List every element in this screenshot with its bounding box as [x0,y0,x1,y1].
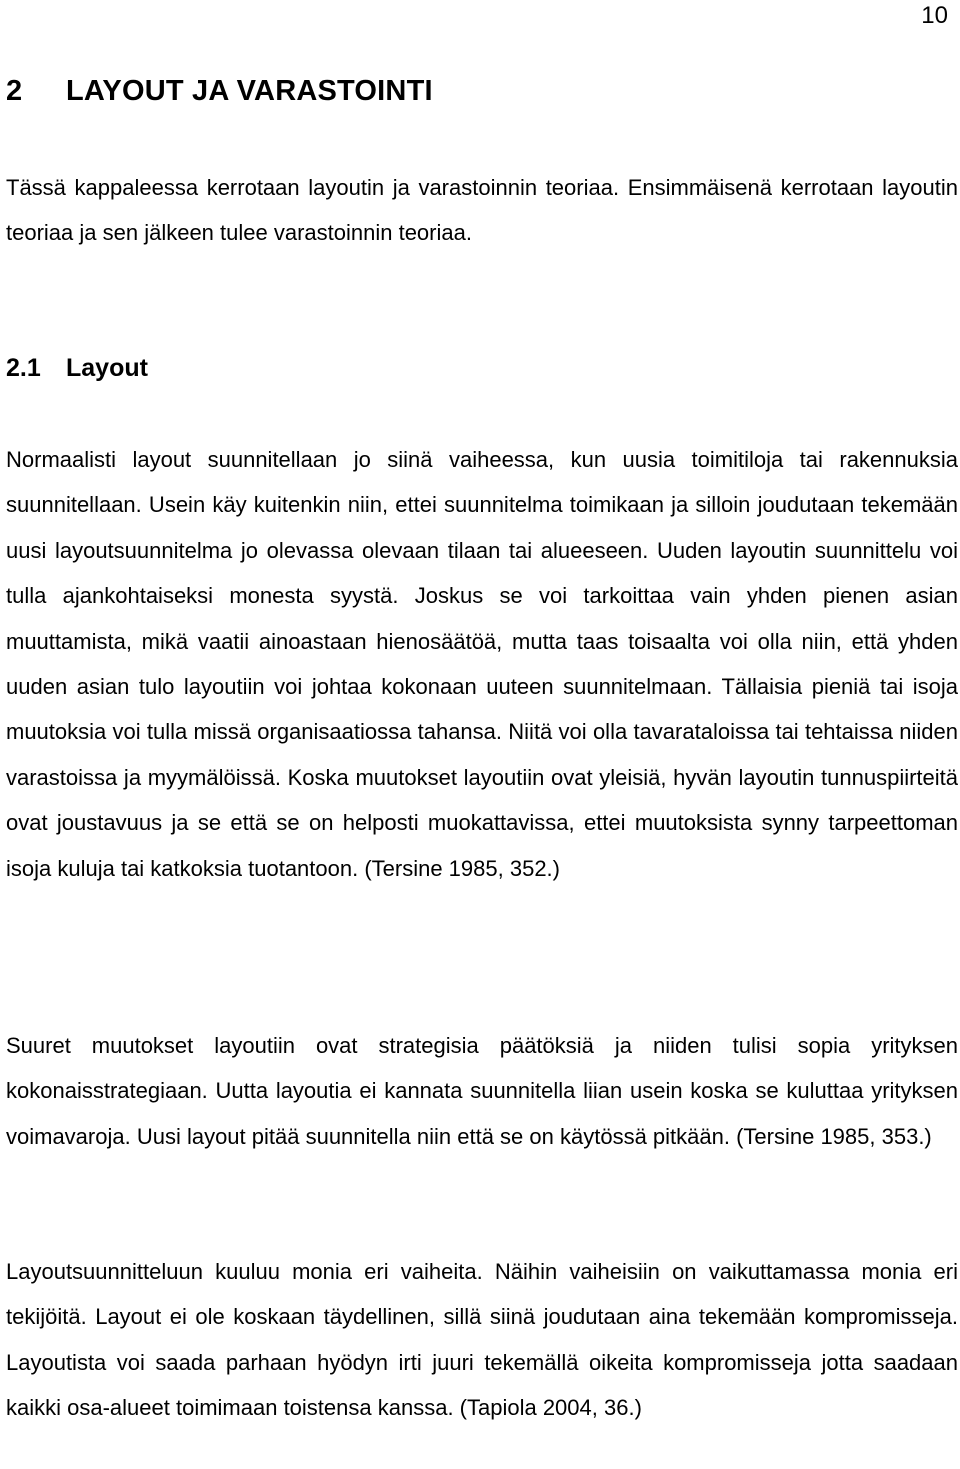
chapter-number: 2 [6,75,23,107]
chapter-heading [6,74,433,108]
intro-paragraph: Tässä kappaleessa kerrotaan layoutin ja varastoinnin teoriaa. Ensimmäisenä kerrotaan layoutin teoriaa ja sen jälkeen tulee varastoinnin teoriaa. [6,175,958,246]
page-number: 10 [921,2,948,29]
section-number: 2.1 [6,354,41,382]
body-paragraph: Normaalisti layout suunnitellaan jo siinä vaiheessa, kun uusia toimitiloja tai rakennuksia suunnitellaan. Usein käy kuitenkin niin, ettei suunnitelma toimikaan ja silloin joudutaan tekemään uusi layoutsuunnitelma jo olevassa olevaan tilaan tai alueeseen. Uuden layoutin suunnittelu voi tulla ajankohtaiseksi monesta syystä. Joskus se voi tarkoittaa vain yhden pienen asian muuttamista, mikä vaatii ainoastaan hienosäätöä, mutta taas toisaalta voi olla niin, että yhden uuden asian tulo layoutiin voi johtaa kokonaan uuteen suunnitelmaan. Tällaisia pieniä tai isoja muutoksia voi tulla missä organisaatiossa tahansa. Niitä voi olla tavarataloissa tai tehtaissa niiden varastoissa ja myymälöissä. Koska muutokset layoutiin ovat yleisiä, hyvän layoutin tunnuspiirteitä ovat joustavuus ja se että se on helposti muokattavissa, ettei muutoksista synny tarpeettoman isoja kuluja tai katkoksia tuotantoon. (Tersine 1985, 352.) [6,447,958,881]
body-paragraph: Suuret muutokset layoutiin ovat strategisia päätöksiä ja niiden tulisi sopia yrityksen kokonaisstrategiaan. Uutta layoutia ei kannata suunnitella liian usein koska se kuluttaa yrityksen voimavaroja. Uusi layout pitää suunnitella niin että se on käytössä pitkään. (Tersine 1985, 353.) [6,1033,958,1149]
body-paragraph: Layoutsuunnitteluun kuuluu monia eri vaiheita. Näihin vaiheisiin on vaikuttamassa monia eri tekijöitä. Layout ei ole koskaan täydellinen, sillä siinä joudutaan aina tekemään kompromisseja. Layoutista voi saada parhaan hyödyn irti juuri tekemällä oikeita kompromisseja jotta saadaan kaikki osa-alueet toimimaan toistensa kanssa. (Tapiola 2004, 36.) [6,1259,958,1421]
chapter-title: LAYOUT JA VARASTOINTI [66,75,433,107]
section-heading [6,353,148,383]
section-title: Layout [66,354,148,382]
